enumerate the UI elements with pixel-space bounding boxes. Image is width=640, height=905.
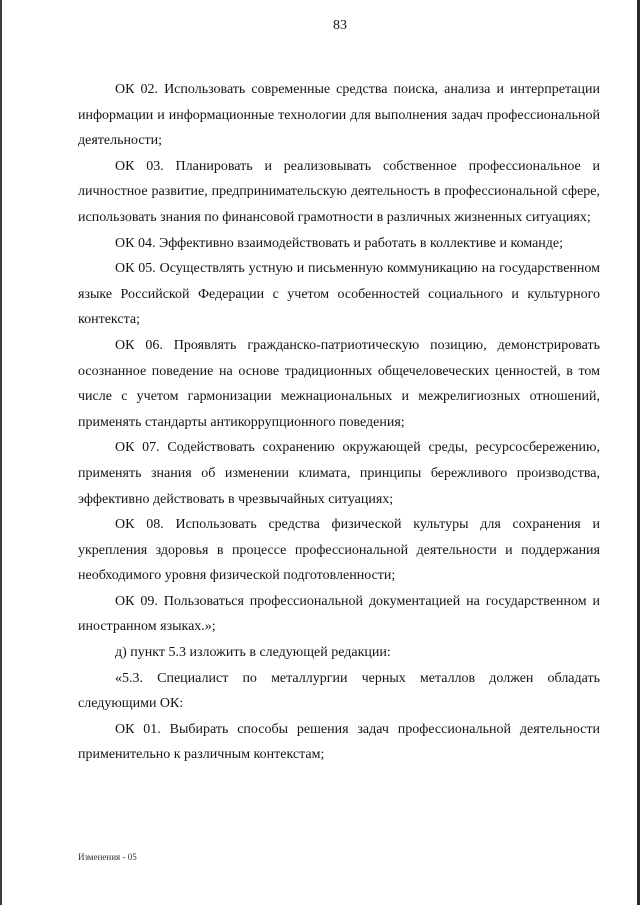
paragraph-ok-07: ОК 07. Содействовать сохранению окружающей среды, ресурсосбережению, применять знания об изменении климата, принципы бережливого производства, эффективно действовать в чрезвычайных ситуациях; xyxy=(78,440,600,507)
paragraph-ok-08: ОК 08. Использовать средства физической культуры для сохранения и укрепления здоровья в процессе профессиональной деятельности и поддержания необходимого уровня физической подготовленности; xyxy=(78,517,600,584)
paragraph-ok-04: ОК 04. Эффективно взаимодействовать и работать в коллективе и команде; xyxy=(115,235,564,251)
paragraph-ok-03: ОК 03. Планировать и реализовывать собственное профессиональное и личностное развитие, предпринимательскую деятельность в профессиональной сфере, использовать знания по финансовой грамотности в различных жизненных ситуациях; xyxy=(78,158,600,225)
footer-revision-note: Изменения - 05 xyxy=(78,852,137,862)
paragraph-ok-09: ОК 09. Пользоваться профессиональной документацией на государственном и иностранном языках.»; xyxy=(78,593,600,635)
paragraph-ok-06: ОК 06. Проявлять гражданско-патриотическую позицию, демонстрировать осознанное поведение на основе традиционных общечеловеческих ценностей, в том числе с учетом гармонизации межнациональных и межрелигиозных отношений, применять стандарты антикоррупционного поведения; xyxy=(78,337,600,430)
page-number: 83 xyxy=(333,18,347,33)
paragraph-section-5-3: «5.3. Специалист по металлургии черных металлов должен обладать следующими ОК: xyxy=(78,670,600,712)
page-left-edge xyxy=(0,0,2,905)
paragraph-ok-02: ОК 02. Использовать современные средства поиска, анализа и интерпретации информации и информационные технологии для выполнения задач профессиональной деятельности; xyxy=(78,82,600,149)
document-body xyxy=(78,77,600,768)
paragraph-ok-01: ОК 01. Выбирать способы решения задач профессиональной деятельности применительно к различным контекстам; xyxy=(78,721,600,763)
paragraph-item-d: д) пункт 5.3 изложить в следующей редакции: xyxy=(115,645,391,661)
paragraph-ok-05: ОК 05. Осуществлять устную и письменную коммуникацию на государственном языке Российской Федерации с учетом особенностей социального и культурного контекста; xyxy=(78,261,600,328)
